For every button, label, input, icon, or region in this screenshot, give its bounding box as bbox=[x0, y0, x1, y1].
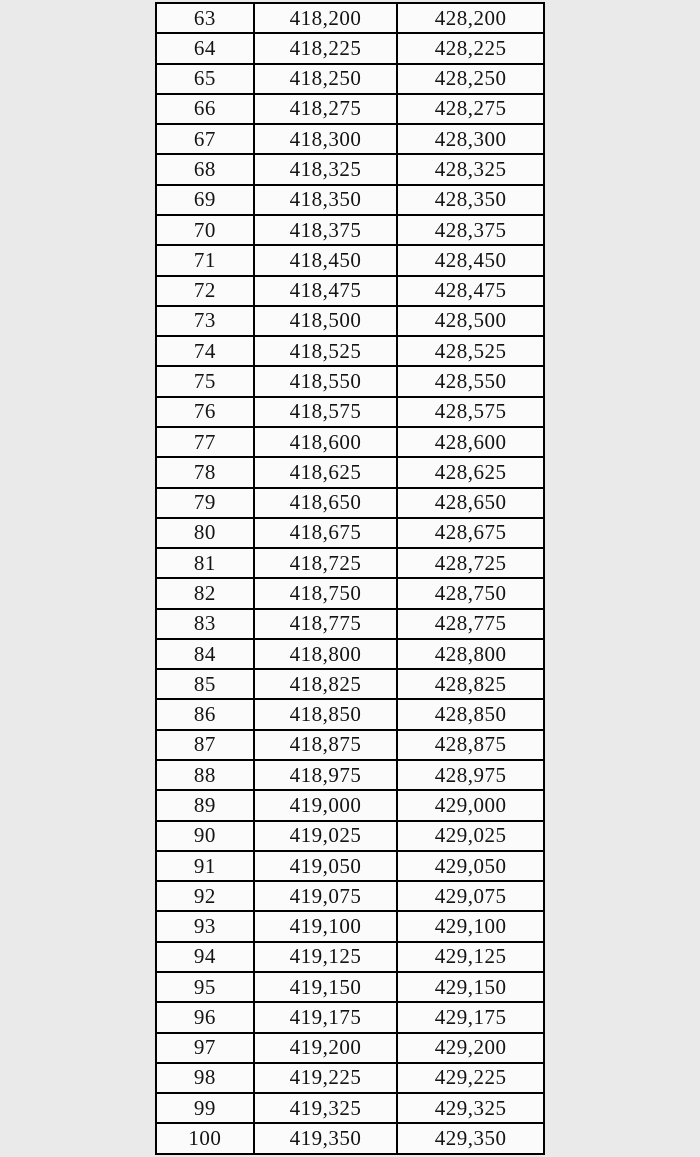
document-page bbox=[155, 2, 545, 1155]
value-a-cell: 418,375 bbox=[254, 215, 398, 245]
value-b-cell: 429,050 bbox=[397, 851, 544, 881]
row-number-cell: 76 bbox=[156, 397, 254, 427]
table-row bbox=[156, 1033, 544, 1063]
table-row bbox=[156, 488, 544, 518]
row-number-cell: 93 bbox=[156, 911, 254, 941]
row-number-cell: 66 bbox=[156, 94, 254, 124]
value-b-cell: 429,350 bbox=[397, 1123, 544, 1154]
value-b-cell: 428,625 bbox=[397, 457, 544, 487]
value-a-cell: 418,825 bbox=[254, 669, 398, 699]
row-number-cell: 63 bbox=[156, 3, 254, 33]
value-b-cell: 428,200 bbox=[397, 3, 544, 33]
table-row bbox=[156, 881, 544, 911]
row-number-cell: 67 bbox=[156, 124, 254, 154]
row-number-cell: 86 bbox=[156, 699, 254, 729]
table-row bbox=[156, 1123, 544, 1154]
table-row bbox=[156, 336, 544, 366]
row-number-cell: 80 bbox=[156, 518, 254, 548]
value-b-cell: 428,725 bbox=[397, 548, 544, 578]
table-row bbox=[156, 578, 544, 608]
value-a-cell: 418,475 bbox=[254, 276, 398, 306]
value-a-cell: 419,325 bbox=[254, 1093, 398, 1123]
value-b-cell: 429,025 bbox=[397, 821, 544, 851]
table-row bbox=[156, 124, 544, 154]
value-b-cell: 428,650 bbox=[397, 488, 544, 518]
value-a-cell: 419,050 bbox=[254, 851, 398, 881]
value-b-cell: 428,225 bbox=[397, 33, 544, 63]
value-a-cell: 418,200 bbox=[254, 3, 398, 33]
value-a-cell: 418,850 bbox=[254, 699, 398, 729]
row-number-cell: 96 bbox=[156, 1002, 254, 1032]
table-row bbox=[156, 609, 544, 639]
table-row bbox=[156, 185, 544, 215]
row-number-cell: 98 bbox=[156, 1063, 254, 1093]
row-number-cell: 100 bbox=[156, 1123, 254, 1154]
value-a-cell: 418,975 bbox=[254, 760, 398, 790]
table-row bbox=[156, 3, 544, 33]
row-number-cell: 83 bbox=[156, 609, 254, 639]
value-b-cell: 429,200 bbox=[397, 1033, 544, 1063]
row-number-cell: 65 bbox=[156, 64, 254, 94]
table-body bbox=[156, 3, 544, 1154]
value-b-cell: 428,525 bbox=[397, 336, 544, 366]
value-a-cell: 418,800 bbox=[254, 639, 398, 669]
value-b-cell: 428,500 bbox=[397, 306, 544, 336]
table-row bbox=[156, 366, 544, 396]
value-a-cell: 418,575 bbox=[254, 397, 398, 427]
value-a-cell: 419,000 bbox=[254, 790, 398, 820]
row-number-cell: 97 bbox=[156, 1033, 254, 1063]
row-number-cell: 92 bbox=[156, 881, 254, 911]
value-b-cell: 429,000 bbox=[397, 790, 544, 820]
value-b-cell: 428,575 bbox=[397, 397, 544, 427]
value-a-cell: 418,725 bbox=[254, 548, 398, 578]
table-row bbox=[156, 306, 544, 336]
row-number-cell: 69 bbox=[156, 185, 254, 215]
value-b-cell: 428,250 bbox=[397, 64, 544, 94]
value-a-cell: 418,500 bbox=[254, 306, 398, 336]
value-b-cell: 428,850 bbox=[397, 699, 544, 729]
row-number-cell: 68 bbox=[156, 154, 254, 184]
value-b-cell: 428,875 bbox=[397, 730, 544, 760]
value-b-cell: 428,350 bbox=[397, 185, 544, 215]
row-number-cell: 91 bbox=[156, 851, 254, 881]
data-table bbox=[155, 2, 545, 1155]
value-a-cell: 418,325 bbox=[254, 154, 398, 184]
value-a-cell: 418,625 bbox=[254, 457, 398, 487]
table-row bbox=[156, 790, 544, 820]
table-row bbox=[156, 94, 544, 124]
value-a-cell: 418,650 bbox=[254, 488, 398, 518]
value-a-cell: 418,750 bbox=[254, 578, 398, 608]
table-row bbox=[156, 821, 544, 851]
value-b-cell: 428,475 bbox=[397, 276, 544, 306]
value-a-cell: 418,225 bbox=[254, 33, 398, 63]
table-row bbox=[156, 518, 544, 548]
value-a-cell: 419,075 bbox=[254, 881, 398, 911]
value-a-cell: 419,175 bbox=[254, 1002, 398, 1032]
row-number-cell: 64 bbox=[156, 33, 254, 63]
table-row bbox=[156, 911, 544, 941]
row-number-cell: 84 bbox=[156, 639, 254, 669]
value-b-cell: 428,375 bbox=[397, 215, 544, 245]
table-row bbox=[156, 245, 544, 275]
value-b-cell: 428,750 bbox=[397, 578, 544, 608]
value-a-cell: 419,150 bbox=[254, 972, 398, 1002]
value-b-cell: 428,550 bbox=[397, 366, 544, 396]
row-number-cell: 71 bbox=[156, 245, 254, 275]
row-number-cell: 99 bbox=[156, 1093, 254, 1123]
row-number-cell: 72 bbox=[156, 276, 254, 306]
value-a-cell: 418,550 bbox=[254, 366, 398, 396]
table-row bbox=[156, 851, 544, 881]
table-row bbox=[156, 972, 544, 1002]
value-b-cell: 428,800 bbox=[397, 639, 544, 669]
value-b-cell: 429,175 bbox=[397, 1002, 544, 1032]
table-row bbox=[156, 760, 544, 790]
value-a-cell: 419,100 bbox=[254, 911, 398, 941]
row-number-cell: 73 bbox=[156, 306, 254, 336]
row-number-cell: 82 bbox=[156, 578, 254, 608]
value-b-cell: 428,275 bbox=[397, 94, 544, 124]
value-b-cell: 428,300 bbox=[397, 124, 544, 154]
table-row bbox=[156, 548, 544, 578]
table-row bbox=[156, 639, 544, 669]
table-row bbox=[156, 457, 544, 487]
table-row bbox=[156, 942, 544, 972]
value-a-cell: 418,350 bbox=[254, 185, 398, 215]
row-number-cell: 75 bbox=[156, 366, 254, 396]
row-number-cell: 87 bbox=[156, 730, 254, 760]
table-row bbox=[156, 397, 544, 427]
value-a-cell: 418,275 bbox=[254, 94, 398, 124]
value-a-cell: 418,525 bbox=[254, 336, 398, 366]
row-number-cell: 70 bbox=[156, 215, 254, 245]
value-b-cell: 428,600 bbox=[397, 427, 544, 457]
value-a-cell: 418,250 bbox=[254, 64, 398, 94]
row-number-cell: 79 bbox=[156, 488, 254, 518]
value-b-cell: 428,775 bbox=[397, 609, 544, 639]
table-row bbox=[156, 699, 544, 729]
row-number-cell: 90 bbox=[156, 821, 254, 851]
row-number-cell: 95 bbox=[156, 972, 254, 1002]
row-number-cell: 88 bbox=[156, 760, 254, 790]
table-row bbox=[156, 64, 544, 94]
value-b-cell: 428,825 bbox=[397, 669, 544, 699]
value-b-cell: 428,675 bbox=[397, 518, 544, 548]
table-row bbox=[156, 154, 544, 184]
value-a-cell: 419,225 bbox=[254, 1063, 398, 1093]
table-row bbox=[156, 1093, 544, 1123]
value-b-cell: 429,125 bbox=[397, 942, 544, 972]
value-a-cell: 419,200 bbox=[254, 1033, 398, 1063]
value-a-cell: 418,775 bbox=[254, 609, 398, 639]
value-a-cell: 418,675 bbox=[254, 518, 398, 548]
value-b-cell: 428,450 bbox=[397, 245, 544, 275]
table-row bbox=[156, 215, 544, 245]
value-b-cell: 429,150 bbox=[397, 972, 544, 1002]
value-a-cell: 418,600 bbox=[254, 427, 398, 457]
row-number-cell: 74 bbox=[156, 336, 254, 366]
value-a-cell: 418,450 bbox=[254, 245, 398, 275]
value-a-cell: 418,875 bbox=[254, 730, 398, 760]
table-row bbox=[156, 33, 544, 63]
row-number-cell: 78 bbox=[156, 457, 254, 487]
value-a-cell: 419,025 bbox=[254, 821, 398, 851]
row-number-cell: 94 bbox=[156, 942, 254, 972]
value-a-cell: 418,300 bbox=[254, 124, 398, 154]
value-b-cell: 428,975 bbox=[397, 760, 544, 790]
value-b-cell: 429,100 bbox=[397, 911, 544, 941]
row-number-cell: 85 bbox=[156, 669, 254, 699]
value-a-cell: 419,125 bbox=[254, 942, 398, 972]
value-a-cell: 419,350 bbox=[254, 1123, 398, 1154]
table-row bbox=[156, 1002, 544, 1032]
row-number-cell: 89 bbox=[156, 790, 254, 820]
table-row bbox=[156, 669, 544, 699]
table-row bbox=[156, 1063, 544, 1093]
value-b-cell: 429,325 bbox=[397, 1093, 544, 1123]
value-b-cell: 429,075 bbox=[397, 881, 544, 911]
row-number-cell: 81 bbox=[156, 548, 254, 578]
value-b-cell: 429,225 bbox=[397, 1063, 544, 1093]
table-row bbox=[156, 730, 544, 760]
row-number-cell: 77 bbox=[156, 427, 254, 457]
table-row bbox=[156, 427, 544, 457]
table-row bbox=[156, 276, 544, 306]
value-b-cell: 428,325 bbox=[397, 154, 544, 184]
